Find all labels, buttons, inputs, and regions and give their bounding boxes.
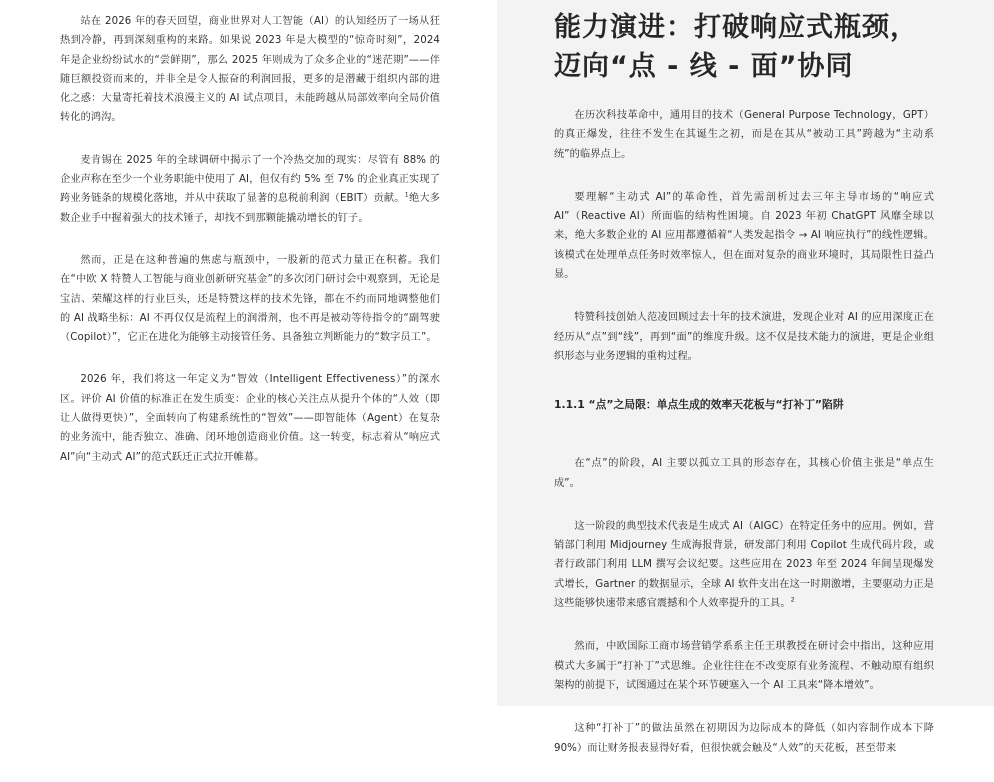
right-paragraph-7 <box>554 719 934 758</box>
chapter-title-line-2: 迈向“点 - 线 - 面”协同 <box>554 51 854 82</box>
right-paragraph-2: 要理解“主动式 AI”的革命性，首先需剖析过去三年主导市场的“响应式 AI”（Reactive AI）所面临的结构性困境。自 2023 年初 ChatGPT 风靡全球以来，绝大多数企业的 AI 应用都遵循着“人类发起指令 → AI 响应执行”的线性逻辑。该模式在处理单点任务时效率惊人，但在面对复杂的商业环境时，其局限性日益凸显。 <box>554 191 934 281</box>
paragraph-text: 然而，中欧国际工商市场营销学系系主任王琪教授在研讨会中指出，这种应用模式大多属于“打补丁”式思维。企业往往在不改变原有业务流程、不触动原有组织架构的前提下，试图通过在某个环节硬塞入一个 AI 工具来“降本增效”。 <box>554 641 934 691</box>
footnote-marker[interactable]: 1 <box>404 190 409 199</box>
right-paragraph-5 <box>554 517 934 613</box>
footnote-marker[interactable]: 2 <box>790 595 795 604</box>
paragraph-text: 麦肯锡在 2025 年的全球调研中揭示了一个冷热交加的现实：尽管有 88% 的企业声称在至少一个业务职能中使用了 AI，但仅有约 5% 至 7% 的企业真正实现了跨业务链条的规模化落地，并从中获取了显著的息税前利润（EBIT）贡献。 <box>60 154 440 205</box>
paragraph-text: 这一阶段的典型技术代表是生成式 AI（AIGC）在特定任务中的应用。例如，营销部门利用 Midjourney 生成海报背景，研发部门利用 Copilot 生成代码片段，或者行政部门利用 LLM 撰写会议纪要。这些应用在 2023 年至 2024 年间呈现爆发式增长，Gartner 的数据显示，全球 AI 软件支出在这一时期激增，主要驱动力正是这些能够快速带来感官震撼和个人效率提升的工具。 <box>554 520 934 610</box>
chapter-title <box>554 8 934 86</box>
right-text-column <box>554 8 934 782</box>
paragraph-text: 在“点”的阶段，AI 主要以孤立工具的形态存在，其核心价值主张是“单点生成”。 <box>554 458 934 489</box>
right-paragraph-3: 特赞科技创始人范凌回顾过去十年的技术演进，发现企业对 AI 的应用深度正在经历从“点”到“线”，再到“面”的维度升级。这不仅是技术能力的演进，更是企业组织形态与业务逻辑的重构过程。 <box>554 312 934 362</box>
left-page <box>0 0 497 706</box>
paragraph-text: 2026 年，我们将这一年定义为“智效（Intelligent Effectiveness）”的深水区。评价 AI 价值的标准正在发生质变：企业的核心关注点从提升个体的“人效（即让人做得更快）”，全面转向了构建系统性的“智效”——即智能体（Agent）在复杂的业务流中，能否独立、准确、闭环地创造商业价值。这一转变，标志着从“响应式 AI”向“主动式 AI”的范式跃迁正式拉开帷幕。 <box>60 374 440 463</box>
section-heading: 1.1.1 “点”之局限：单点生成的效率天花板与“打补丁”陷阱 <box>554 398 844 412</box>
paragraph-text: 这种“打补丁”的做法虽然在初期因为边际成本的降低（如内容制作成本下降 90%）而让财务报表显得好看，但很快就会触及“人效”的天花板，甚至带来 <box>554 723 934 754</box>
chapter-title-line-1: 能力演进：打破响应式瓶颈， <box>554 12 918 43</box>
paragraph-text-continued: 绝大多数企业手中握着强大的技术锤子，却找不到那颗能撬动增长的钉子。 <box>60 193 440 224</box>
paragraph-text: 站在 2026 年的春天回望，商业世界对人工智能（AI）的认知经历了一场从狂热到冷静，再到深刻重构的来路。如果说 2023 年是大模型的“惊奇时刻”，2024 年是企业纷纷试水的“尝鲜期”，那么 2025 年则成为了众多企业的“迷茫期”——伴随巨额投资而来的，并非全是令人振奋的利润回报，更多的是潜藏于组织内部的进化之惑：大量寄托着技术浪漫主义的 AI 试点项目，未能跨越从局部效率向全局价值转化的鸿沟。 <box>60 16 440 124</box>
right-paragraph-6 <box>554 637 934 695</box>
left-paragraph-3 <box>60 251 440 347</box>
right-page <box>497 0 994 754</box>
left-paragraph-2 <box>60 151 440 228</box>
left-paragraph-4 <box>60 370 440 466</box>
right-paragraph-1: 在历次科技革命中，通用目的技术（General Purpose Technology，GPT）的真正爆发，往往不发生在其诞生之初，而是在其从“被动工具”跨越为“主动系统”的临界点上。 <box>554 110 934 160</box>
paragraph-text: 然而，正是在这种普遍的焦虑与瓶颈中，一股新的范式力量正在积蓄。我们在“中欧 X 特赞人工智能与商业创新研究基金”的多次闭门研讨会中观察到，无论是宝洁、荣耀这样的行业巨头，还是特赞这样的技术先锋，都在不约而同地调整他们的 AI 战略坐标：AI 不再仅仅是流程上的润滑剂，也不再是被动等待指令的“副驾驶（Copilot）”，它正在进化为能够主动接管任务、具备独立判断能力的“数字员工”。 <box>60 254 440 344</box>
right-paragraph-4 <box>554 454 934 493</box>
left-text-column <box>60 12 440 490</box>
left-paragraph-1 <box>60 12 440 128</box>
